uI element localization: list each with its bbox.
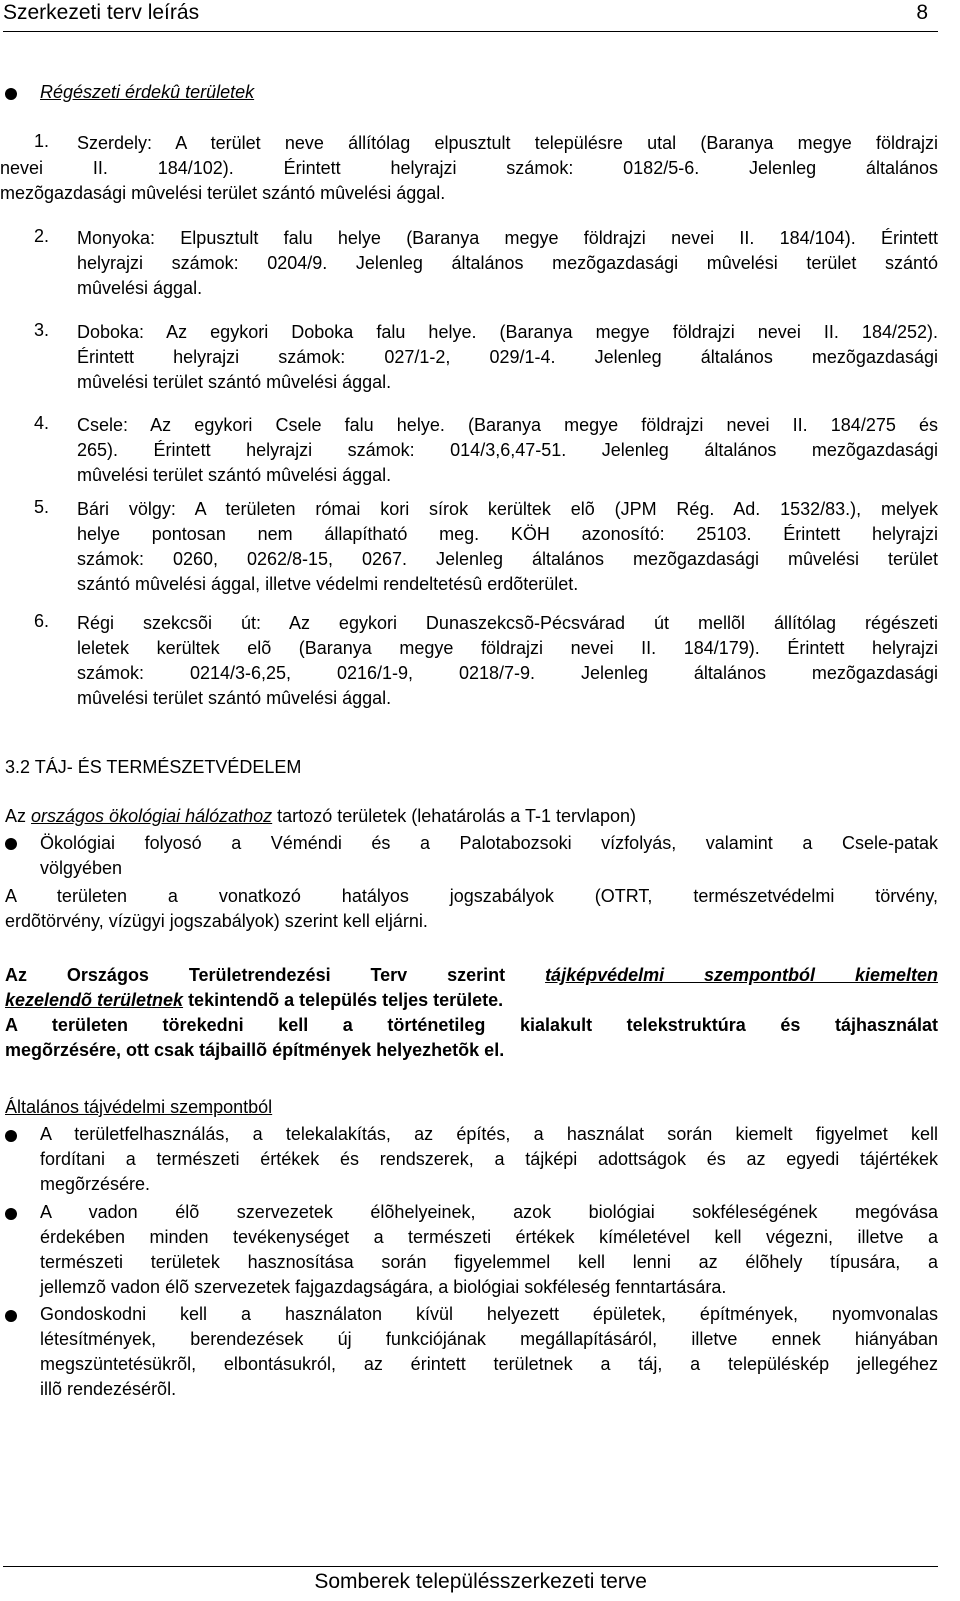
otrt-paragraph: Az Országos Területrendezési Terv szerint tájképvédelmi szempontból kiemelten kezelendõ területnek tekintendõ a település teljes területe. A területen törekedni kell a történetileg kialakult telekstruktúra és tájhasználat megõrzésére, ott csak tájbaillõ építmények helyezhetõk el. xyxy=(5,965,938,1060)
page-number: 8 xyxy=(916,1,928,24)
general-heading: Általános tájvédelmi szempontból xyxy=(5,1097,273,1117)
bullet xyxy=(5,1310,17,1322)
general-item-1: A területfelhasználás, a telekalakítás, az építés, a használat során kiemelt figyelmet kell fordítani a természeti értékek és rendszerek, a tájképi adottságok és az egyedi tájértékek megõrzésére. xyxy=(40,1124,938,1194)
bullet xyxy=(5,88,17,100)
document-title: Szerkezeti terv leírás xyxy=(3,1,200,24)
general-item-2: A vadon élõ szervezetek élõhelyeinek, azok biológiai sokféleségének megóvása érdekében minden tevékenységet a természeti értékek kíméletével kell végezni, illetve a természeti területek hasznosítása során figyelemmel kell lenni az élõhely típusára, a jellemzõ vadon élõ szervezetek fajgazdagságára, a biológiai sokféleség fenntartására. xyxy=(40,1202,938,1297)
section-title: 3.2 TÁJ- ÉS TERMÉSZETVÉDELEM xyxy=(5,757,302,777)
arch-heading: Régészeti érdekû területek xyxy=(40,82,255,102)
general-item-3: Gondoskodni kell a használaton kívül helyezett épületek, építmények, nyomvonalas létesítmények, berendezések új funkciójának megállapításáról, illetve ennek hiányában megszüntetésükrõl, elbontásukról, az érintett területnek a táj, a településkép jellegéhez illõ rendezésérõl. xyxy=(40,1304,938,1399)
footer-text: Somberek településszerkezeti terve xyxy=(314,1570,647,1593)
managed-area-term: kezelendõ területnek xyxy=(5,990,184,1010)
eco-network-term: országos ökológiai hálózathoz xyxy=(31,806,273,826)
eco-network-line: Az országos ökológiai hálózathoz tartozó területek (lehatárolás a T-1 tervlapon) xyxy=(5,806,637,826)
page-header xyxy=(3,0,938,32)
bullet xyxy=(5,838,17,850)
footer-rule xyxy=(3,1566,938,1567)
landscape-protection-term: tájképvédelmi szempontból kiemelten xyxy=(545,965,938,985)
law-paragraph: A területen a vonatkozó hatályos jogszabályok (OTRT, természetvédelmi törvény, erdõtörvény, vízügyi jogszabályok) szerint kell eljárni. xyxy=(5,886,938,931)
eco-corridor: Ökológiai folyosó a Véméndi és a Palotabozsoki vízfolyás, valamint a Csele-patak völgyében xyxy=(40,833,938,878)
bullet xyxy=(5,1208,17,1220)
bullet xyxy=(5,1130,17,1142)
